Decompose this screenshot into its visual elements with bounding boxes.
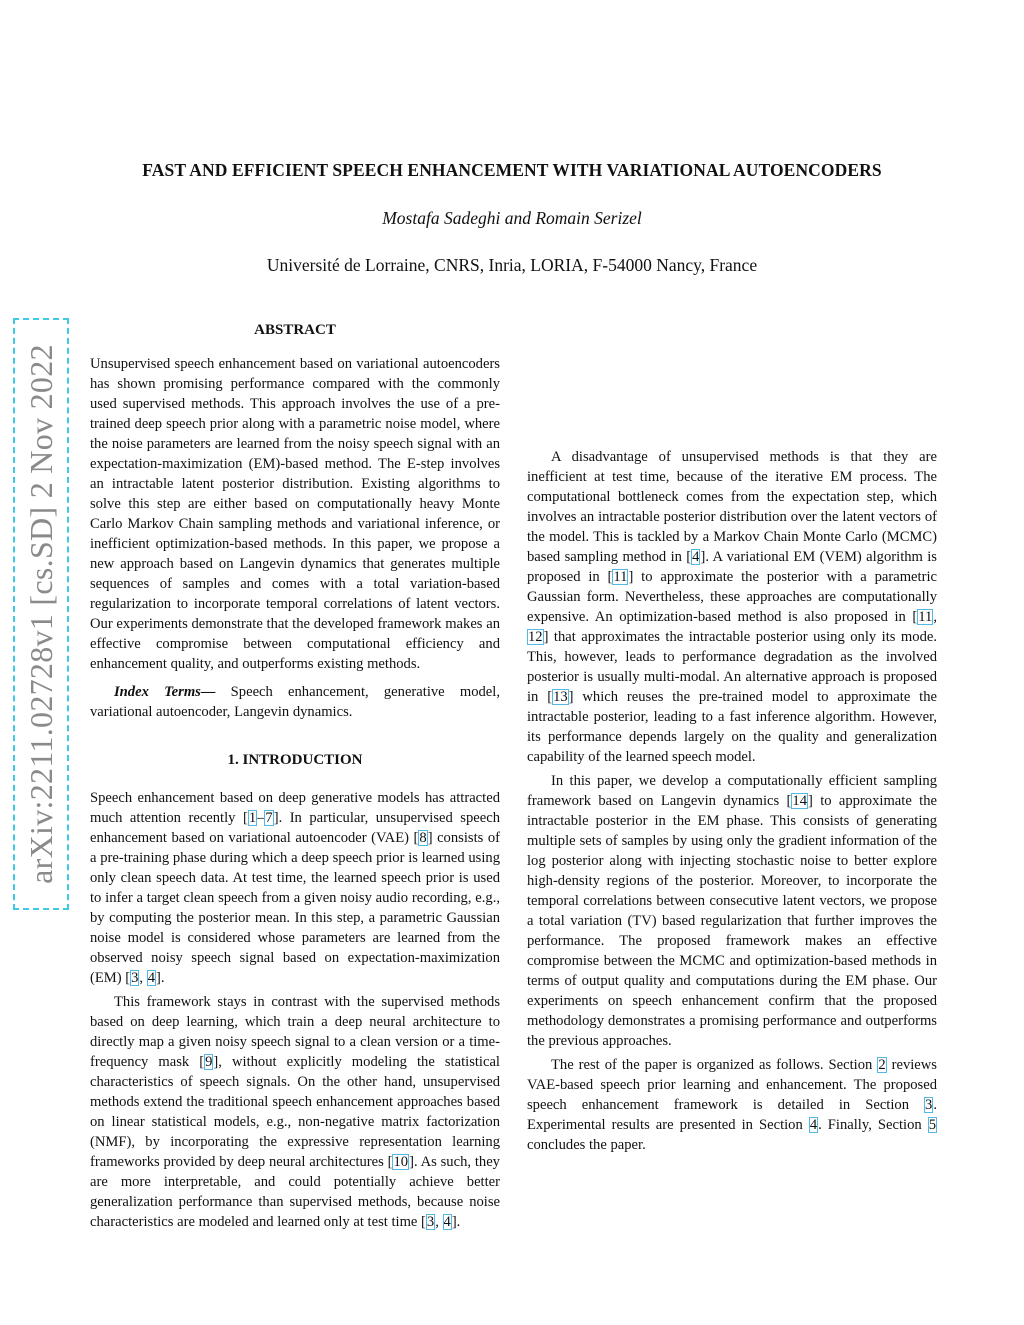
citation-link[interactable]: 9 [205,1054,213,1070]
citation-link[interactable]: 13 [553,689,568,705]
paper-title: FAST AND EFFICIENT SPEECH ENHANCEMENT WITH VARIATIONAL AUTOENCODERS [142,160,882,180]
citation-link[interactable]: 3 [131,970,139,986]
text-run: ] which reuses the pre-trained model to approximate the intractable posterior, leading to a fast inference algorithm. However, its performance depends largely on the quality and generalization capability of the learned speech model. [527,689,937,765]
text-run: , [435,1214,443,1230]
paper-authors: Mostafa Sadeghi and Romain Serizel [382,208,642,228]
citation-link[interactable]: 14 [792,793,807,809]
citation-link[interactable]: 4 [692,549,700,565]
arxiv-identifier-link[interactable]: arXiv:2211.02728v1 [cs.SD] 2 Nov 2022 [13,318,69,910]
abstract-text: Unsupervised speech enhancement based on variational autoencoders has shown promising performance compared with the commonly used supervised methods. This approach involves the use of a pre-trained deep speech prior along with a parametric noise model, where the noise parameters are learned from the noisy speech signal with an expectation-maximization (EM)-based method. The E-step involves an intractable latent posterior distribution. Existing algorithms to solve this step are either based on computationally heavy Monte Carlo Markov Chain sampling methods and variational inference, or inefficient optimization-based methods. In this paper, we propose a new approach based on Langevin dynamics that generates multiple sequences of samples and comes with a total variation-based regularization to incorporate temporal correlations of latent vectors. Our experiments demonstrate that the developed framework makes an effective compromise between computational efficiency and enhancement quality, and outperforms existing methods. [90,356,500,672]
text-run: . Experimental results are presented in Section [527,1097,937,1133]
text-run: ], without explicitly modeling the statistical characteristics of speech signals. On the other hand, unsupervised methods extend the traditional speech enhancement approaches based on linear statistical models, e.g., non-negative matrix factorization (NMF), by incorporating the expressive representation learning frameworks provided by deep neural architectures [ [90,1054,500,1170]
arxiv-sidebar [12,318,70,910]
text-run: concludes the paper. [527,1137,646,1153]
text-run: ] consists of a pre-training phase during which a deep speech prior is learned using only clean speech data. At test time, the learned speech prior is used to infer a target clean speech from a given noisy audio recording, e.g., by computing the posterior mean. In this step, a parametric Gaussian noise model is considered whose parameters are learned from the observed noisy speech signal based on expectation-maximization (EM) [ [90,830,500,986]
text-run: – [257,810,265,826]
paper-affiliation: Université de Lorraine, CNRS, Inria, LORIA, F-54000 Nancy, France [266,255,758,275]
left-column [90,320,500,1232]
section-link[interactable]: 2 [878,1057,886,1073]
citation-link[interactable]: 3 [426,1214,435,1230]
text-run: ]. [451,1214,461,1230]
text-run: reviews VAE-based speech prior learning and enhancement. The proposed speech enhancement framework is detailed in Section [527,1057,937,1113]
citation-link[interactable]: 12 [528,629,543,645]
text-run: ]. A variational EM (VEM) algorithm is proposed in [ [527,549,937,585]
citation-link[interactable]: 4 [147,970,156,986]
section-link[interactable]: 4 [809,1117,818,1133]
abstract-heading: ABSTRACT [254,322,336,338]
citation-link[interactable]: 8 [419,830,427,846]
index-terms [90,682,500,722]
intro-paragraph-5 [527,1055,937,1155]
text-run: Speech enhancement based on deep generative models has attracted much attention recently [ [90,790,500,826]
text-run: ]. As such, they are more interpretable, and could potentially achieve better generalization performance than supervised methods, because noise characteristics are modeled and learned only at test time [ [90,1154,500,1230]
citation-link[interactable]: 11 [918,609,933,625]
citation-link[interactable]: 11 [613,569,628,585]
introduction-heading: 1. INTRODUCTION [227,752,363,768]
intro-paragraph-1 [90,788,500,988]
index-terms-text: Speech enhancement, generative model, variational autoencoder, Langevin dynamics. [90,684,500,720]
citation-link[interactable]: 1 [248,810,257,826]
section-link[interactable]: 5 [928,1117,936,1133]
text-run: A disadvantage of unsupervised methods is that they are inefficient at test time, because of the iterative EM process. The computational bottleneck comes from the expectation step, which involves an intractable posterior distribution over the latent vectors of the model. This is tackled by a Markov Chain Monte Carlo (MCMC) based sampling method in [ [527,449,937,565]
citation-link[interactable]: 4 [443,1214,451,1230]
citation-link[interactable]: 7 [265,810,273,826]
text-run: ]. In particular, unsupervised speech enhancement based on variational autoencoder (VAE) [ [90,810,500,846]
text-run: ]. [156,970,165,986]
index-terms-label: Index Terms— [114,684,216,700]
right-column [527,320,937,1155]
text-run: , [933,609,937,625]
text-run: The rest of the paper is organized as follows. Section [551,1057,878,1073]
text-run: ] to approximate the intractable posterior in the EM phase. This consists of generating multiple sets of samples by using only the gradient information of the log posterior along with injecting stochastic noise to better explore high-density regions of the posterior. Moreover, to incorporate the temporal correlations between consecutive latent vectors, we propose a total variation (TV) based regularization that further improves the performance. The proposed framework makes an effective compromise between the MCMC and optimization-based methods in terms of output quality and computations during the EM phase. Our experiments on speech enhancement confirm that the proposed methodology demonstrates a promising performance and outperforms the previous approaches. [527,793,937,1049]
intro-paragraph-2 [90,992,500,1232]
text-run: In this paper, we develop a computationally efficient sampling framework based on Langevin dynamics [ [527,773,937,809]
text-run: ] to approximate the posterior with a parametric Gaussian form. Nevertheless, these approaches are computationally expensive. An optimization-based method is also proposed in [ [527,569,937,625]
text-run: . Finally, Section [818,1117,928,1133]
citation-link[interactable]: 10 [393,1154,409,1170]
section-link[interactable]: 3 [925,1097,933,1113]
intro-paragraph-3 [527,447,937,767]
intro-paragraph-4 [527,771,937,1051]
text-run: , [139,970,147,986]
text-run: ] that approximates the intractable posterior using only its mode. This, however, leads to performance degradation as the involved posterior is usually multi-modal. An alternative approach is proposed in [ [527,629,937,705]
text-run: This framework stays in contrast with the supervised methods based on deep learning, which train a deep neural architecture to directly map a given noisy speech signal to a clean version or a time-frequency mask [ [90,994,500,1070]
